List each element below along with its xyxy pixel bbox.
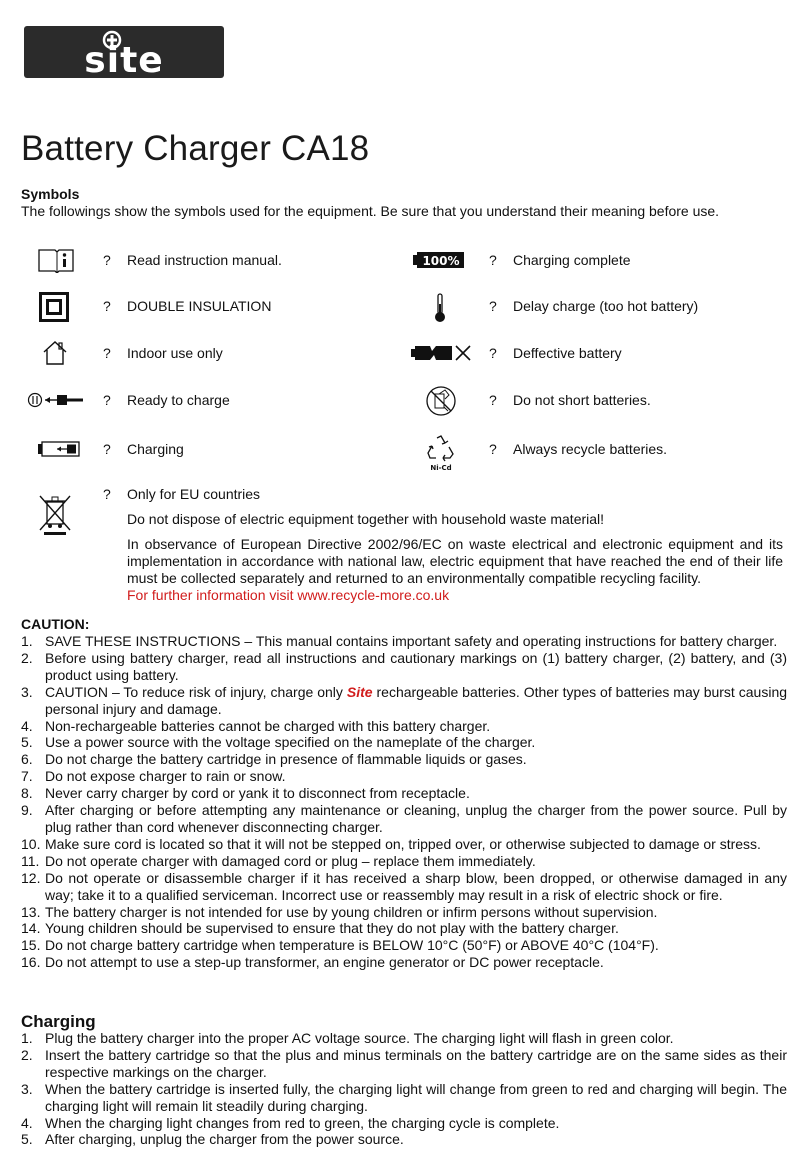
symbol-label: Charging complete — [513, 252, 631, 268]
symbol-marker: ? — [103, 486, 111, 502]
symbol-row-complete — [400, 245, 800, 275]
caution-list — [21, 633, 787, 971]
symbol-label: Charging — [127, 441, 184, 457]
charging-heading: Charging — [21, 1012, 96, 1031]
list-item: 13. The battery charger is not intended for use by young children or infirm persons without supervision. — [21, 903, 658, 920]
list-item: 12. Do not operate or disassemble charger if it has received a sharp blow, been dropped, or otherwise damaged in any way; take it to a qualified serviceman. Incorrect use or reassembly may result in a risk of electric shock or fire. — [21, 869, 787, 903]
symbol-row-delay — [400, 291, 800, 321]
list-item: 1. SAVE THESE INSTRUCTIONS – This manual contains important safety and operating instructions for battery charger. — [21, 633, 778, 649]
list-item: 14. Young children should be supervised to ensure that they do not play with the battery charger. — [21, 920, 619, 937]
symbol-marker: ? — [103, 298, 111, 314]
brand-name: Site — [346, 683, 373, 700]
symbol-row-charging — [0, 434, 400, 464]
symbol-label: DOUBLE INSULATION — [127, 298, 272, 314]
eu-line-1: Do not dispose of electric equipment together with household waste material! — [127, 511, 605, 527]
double-insulation-icon — [38, 291, 70, 323]
eu-line-2: In observance of European Directive 2002/96/EC on waste electrical and electronic equipment and its implementation in accordance with national law, electric equipment that have reached the end of their life must be collected separately and returned to an environmentally compatible recycling facility. — [127, 536, 783, 586]
symbol-row-no-short — [400, 385, 800, 415]
symbols-intro: The followings show the symbols used for the equipment. Be sure that you understand their meaning before use. — [21, 203, 720, 219]
logo-text: site — [84, 40, 164, 78]
symbol-row-defective — [400, 338, 800, 368]
battery-100-badge: 100% — [422, 254, 460, 268]
symbol-marker: ? — [103, 441, 111, 457]
list-item: 5. After charging, unplug the charger from the power source. — [21, 1131, 404, 1148]
symbol-marker: ? — [103, 392, 111, 408]
symbol-marker: ? — [103, 345, 111, 361]
site-logo — [24, 26, 224, 78]
symbols-heading: Symbols — [21, 186, 80, 202]
symbol-marker: ? — [489, 392, 497, 408]
symbol-label: Do not short batteries. — [513, 392, 651, 408]
book-info-icon — [36, 245, 76, 275]
thermometer-icon — [430, 291, 450, 325]
symbol-label: Always recycle batteries. — [513, 441, 668, 457]
list-item: 16. Do not attempt to use a step-up transformer, an engine generator or DC power receptacle. — [21, 954, 604, 971]
symbol-marker: ? — [103, 252, 111, 268]
list-item: 1. Plug the battery charger into the proper AC voltage source. The charging light will flash in green color. — [21, 1030, 674, 1046]
symbol-marker: ? — [489, 298, 497, 314]
list-item: 9. After charging or before attempting any maintenance or cleaning, unplug the charger from the power source. Pull by plug rather than cord whenever disconnecting charger. — [21, 802, 787, 835]
recycle-badge: Ni-Cd — [430, 464, 452, 472]
page-title: Battery Charger CA18 — [21, 129, 370, 168]
symbol-label: Delay charge (too hot battery) — [513, 298, 699, 314]
list-item: 10. Make sure cord is located so that it will not be stepped on, tripped over, or otherwise subjected to damage or stress. — [21, 835, 761, 852]
site-logo-mark — [24, 26, 224, 78]
symbol-marker: ? — [489, 252, 497, 268]
list-item: 3. When the battery cartridge is inserted fully, the charging light will change from green to red and charging will begin. The charging light will remain lit steadily during charging. — [21, 1080, 787, 1114]
defective-battery-icon — [410, 340, 472, 366]
list-item: 11. Do not operate charger with damaged cord or plug – replace them immediately. — [21, 852, 536, 869]
list-item: 5. Use a power source with the voltage specified on the nameplate of the charger. — [21, 734, 536, 751]
symbol-row-read-manual — [0, 245, 400, 275]
battery-100-icon — [412, 247, 466, 273]
charging-list — [21, 1030, 787, 1148]
list-item: 2. Insert the battery cartridge so that the plus and minus terminals on the battery cartridge are on the same sides as their respective markings on the charger. — [21, 1046, 787, 1080]
symbol-label: Indoor use only — [127, 345, 223, 361]
recycle-icon — [424, 434, 458, 472]
crossed-bin-icon — [38, 492, 72, 536]
list-item: 15. Do not charge battery cartridge when temperature is BELOW 10°C (50°F) or ABOVE 40°C (104°F). — [21, 937, 659, 954]
list-item: 2. Before using battery charger, read all instructions and cautionary markings on (1) battery charger, (2) battery, and (3) product using battery. — [21, 649, 787, 683]
list-item: 3. CAUTION – To reduce risk of injury, charge only Site rechargeable batteries. Other types of batteries may burst causing personal injury and damage. — [21, 683, 788, 717]
symbol-marker: ? — [489, 441, 497, 457]
eu-notice — [127, 486, 783, 604]
symbol-row-recycle — [400, 434, 800, 472]
list-item: 4. Non-rechargeable batteries cannot be charged with this battery charger. — [21, 717, 491, 734]
no-short-circuit-icon — [424, 385, 458, 417]
symbol-marker: ? — [489, 345, 497, 361]
eu-link-text: For further information visit www.recycle-more.co.uk — [127, 587, 450, 603]
symbol-row-double-insulation — [0, 291, 400, 321]
symbol-label: Ready to charge — [127, 392, 230, 408]
symbol-row-ready — [0, 385, 400, 415]
plug-icon — [26, 385, 86, 415]
symbol-label: Read instruction manual. — [127, 252, 282, 268]
caution-heading: CAUTION: — [21, 616, 90, 632]
house-icon — [40, 338, 70, 368]
battery-charging-icon — [36, 434, 82, 464]
list-item: 8. Never carry charger by cord or yank it to disconnect from receptacle. — [21, 785, 470, 802]
symbol-row-indoor — [0, 338, 400, 368]
list-item: 6. Do not charge the battery cartridge in presence of flammable liquids or gases. — [21, 751, 527, 768]
list-item: 7. Do not expose charger to rain or snow. — [21, 768, 286, 785]
list-item: 4. When the charging light changes from red to green, the charging cycle is complete. — [21, 1114, 560, 1131]
symbol-label: Deffective battery — [513, 345, 622, 361]
eu-label: Only for EU countries — [127, 486, 261, 502]
